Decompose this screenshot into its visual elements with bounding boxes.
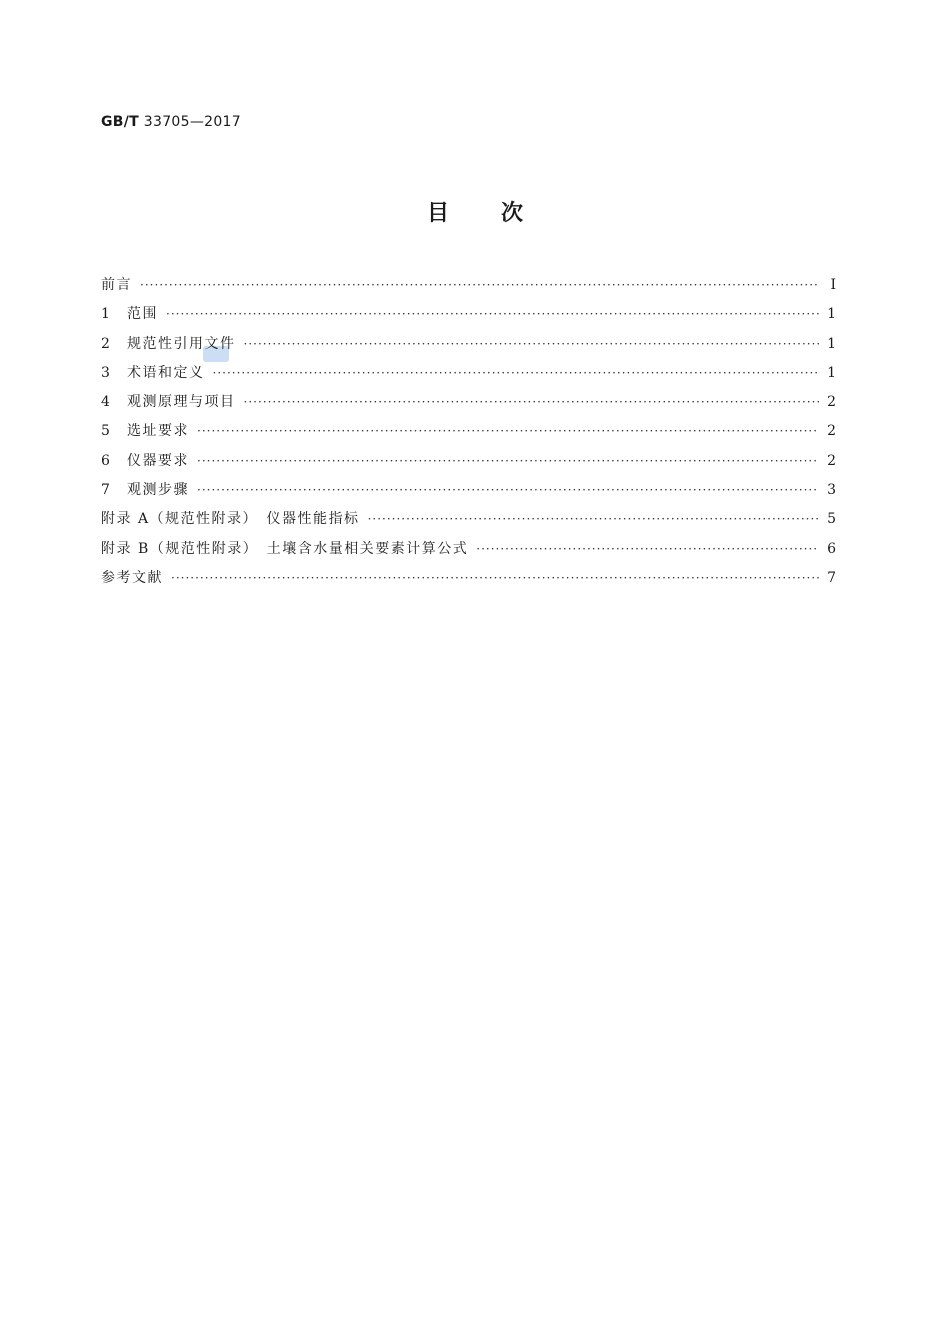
toc-entry-preface[interactable] [101, 274, 836, 303]
toc-leader-dots [197, 479, 819, 501]
standard-code-number: 33705—2017 [143, 114, 241, 130]
toc-leader-dots [213, 362, 820, 384]
page-title: 目次 [426, 201, 575, 226]
toc-entry-title: 术语和定义 [127, 364, 205, 381]
toc-entry-title: 范围 [127, 306, 158, 323]
toc-entry-number: 3 [101, 364, 110, 381]
toc-entry-title: 前言 [101, 277, 132, 293]
toc-entry-terms-definitions[interactable] [101, 362, 836, 391]
toc-entry-annex-b[interactable] [101, 538, 836, 567]
toc-entry-page: 7 [827, 569, 836, 586]
toc-entry-page: 1 [827, 335, 836, 352]
toc-entry-number: 5 [101, 423, 110, 440]
toc-entry-number: 6 [101, 452, 110, 469]
toc-leader-dots [244, 333, 820, 355]
toc-entry-page: 1 [827, 364, 836, 381]
toc-entry-bibliography[interactable] [101, 567, 836, 596]
toc-entry-title: 参考文献 [101, 569, 163, 586]
toc-entry-observation-steps[interactable] [101, 479, 836, 508]
toc-entry-page: 5 [827, 511, 836, 528]
toc-leader-dots [140, 274, 820, 296]
toc-entry-page: 1 [827, 306, 836, 323]
toc-entry-normative-references[interactable] [101, 333, 836, 362]
toc-entry-site-selection[interactable] [101, 420, 836, 449]
toc-entry-title: 规范性引用文件 [127, 335, 236, 352]
toc-leader-dots [197, 420, 819, 442]
toc-entry-principles[interactable] [101, 391, 836, 420]
toc-entry-title: 观测原理与项目 [127, 394, 236, 411]
toc-entry-title: 仪器要求 [127, 452, 189, 469]
toc-entry-title: 附录 B（规范性附录） 土壤含水量相关要素计算公式 [101, 540, 469, 557]
toc-entry-page: Ⅰ [830, 277, 836, 293]
toc-entry-title: 选址要求 [127, 423, 189, 440]
toc-entry-title: 附录 A（规范性附录） 仪器性能指标 [101, 511, 360, 528]
toc-leader-dots [244, 391, 820, 413]
toc-entry-page: 2 [827, 423, 836, 440]
toc-leader-dots [476, 538, 819, 560]
standard-code-prefix: GB/T [101, 114, 140, 130]
toc-leader-dots [197, 450, 819, 472]
standard-code [101, 114, 241, 130]
toc-leader-dots [368, 508, 820, 530]
toc-entry-scope[interactable] [101, 303, 836, 332]
toc-entry-page: 2 [827, 452, 836, 469]
toc-entry-number: 2 [101, 335, 110, 352]
toc-entry-page: 6 [827, 540, 836, 557]
toc-leader-dots [171, 567, 819, 589]
toc-entry-page: 2 [827, 394, 836, 411]
toc-entry-page: 3 [827, 482, 836, 499]
toc-leader-dots [166, 303, 819, 325]
toc-entry-number: 7 [101, 482, 110, 499]
toc-entry-annex-a[interactable] [101, 508, 836, 537]
toc-entry-number: 1 [101, 306, 110, 323]
toc-entry-title: 观测步骤 [127, 482, 189, 499]
toc-entry-number: 4 [101, 394, 110, 411]
table-of-contents [101, 274, 836, 596]
toc-entry-instrument-requirements[interactable] [101, 450, 836, 479]
